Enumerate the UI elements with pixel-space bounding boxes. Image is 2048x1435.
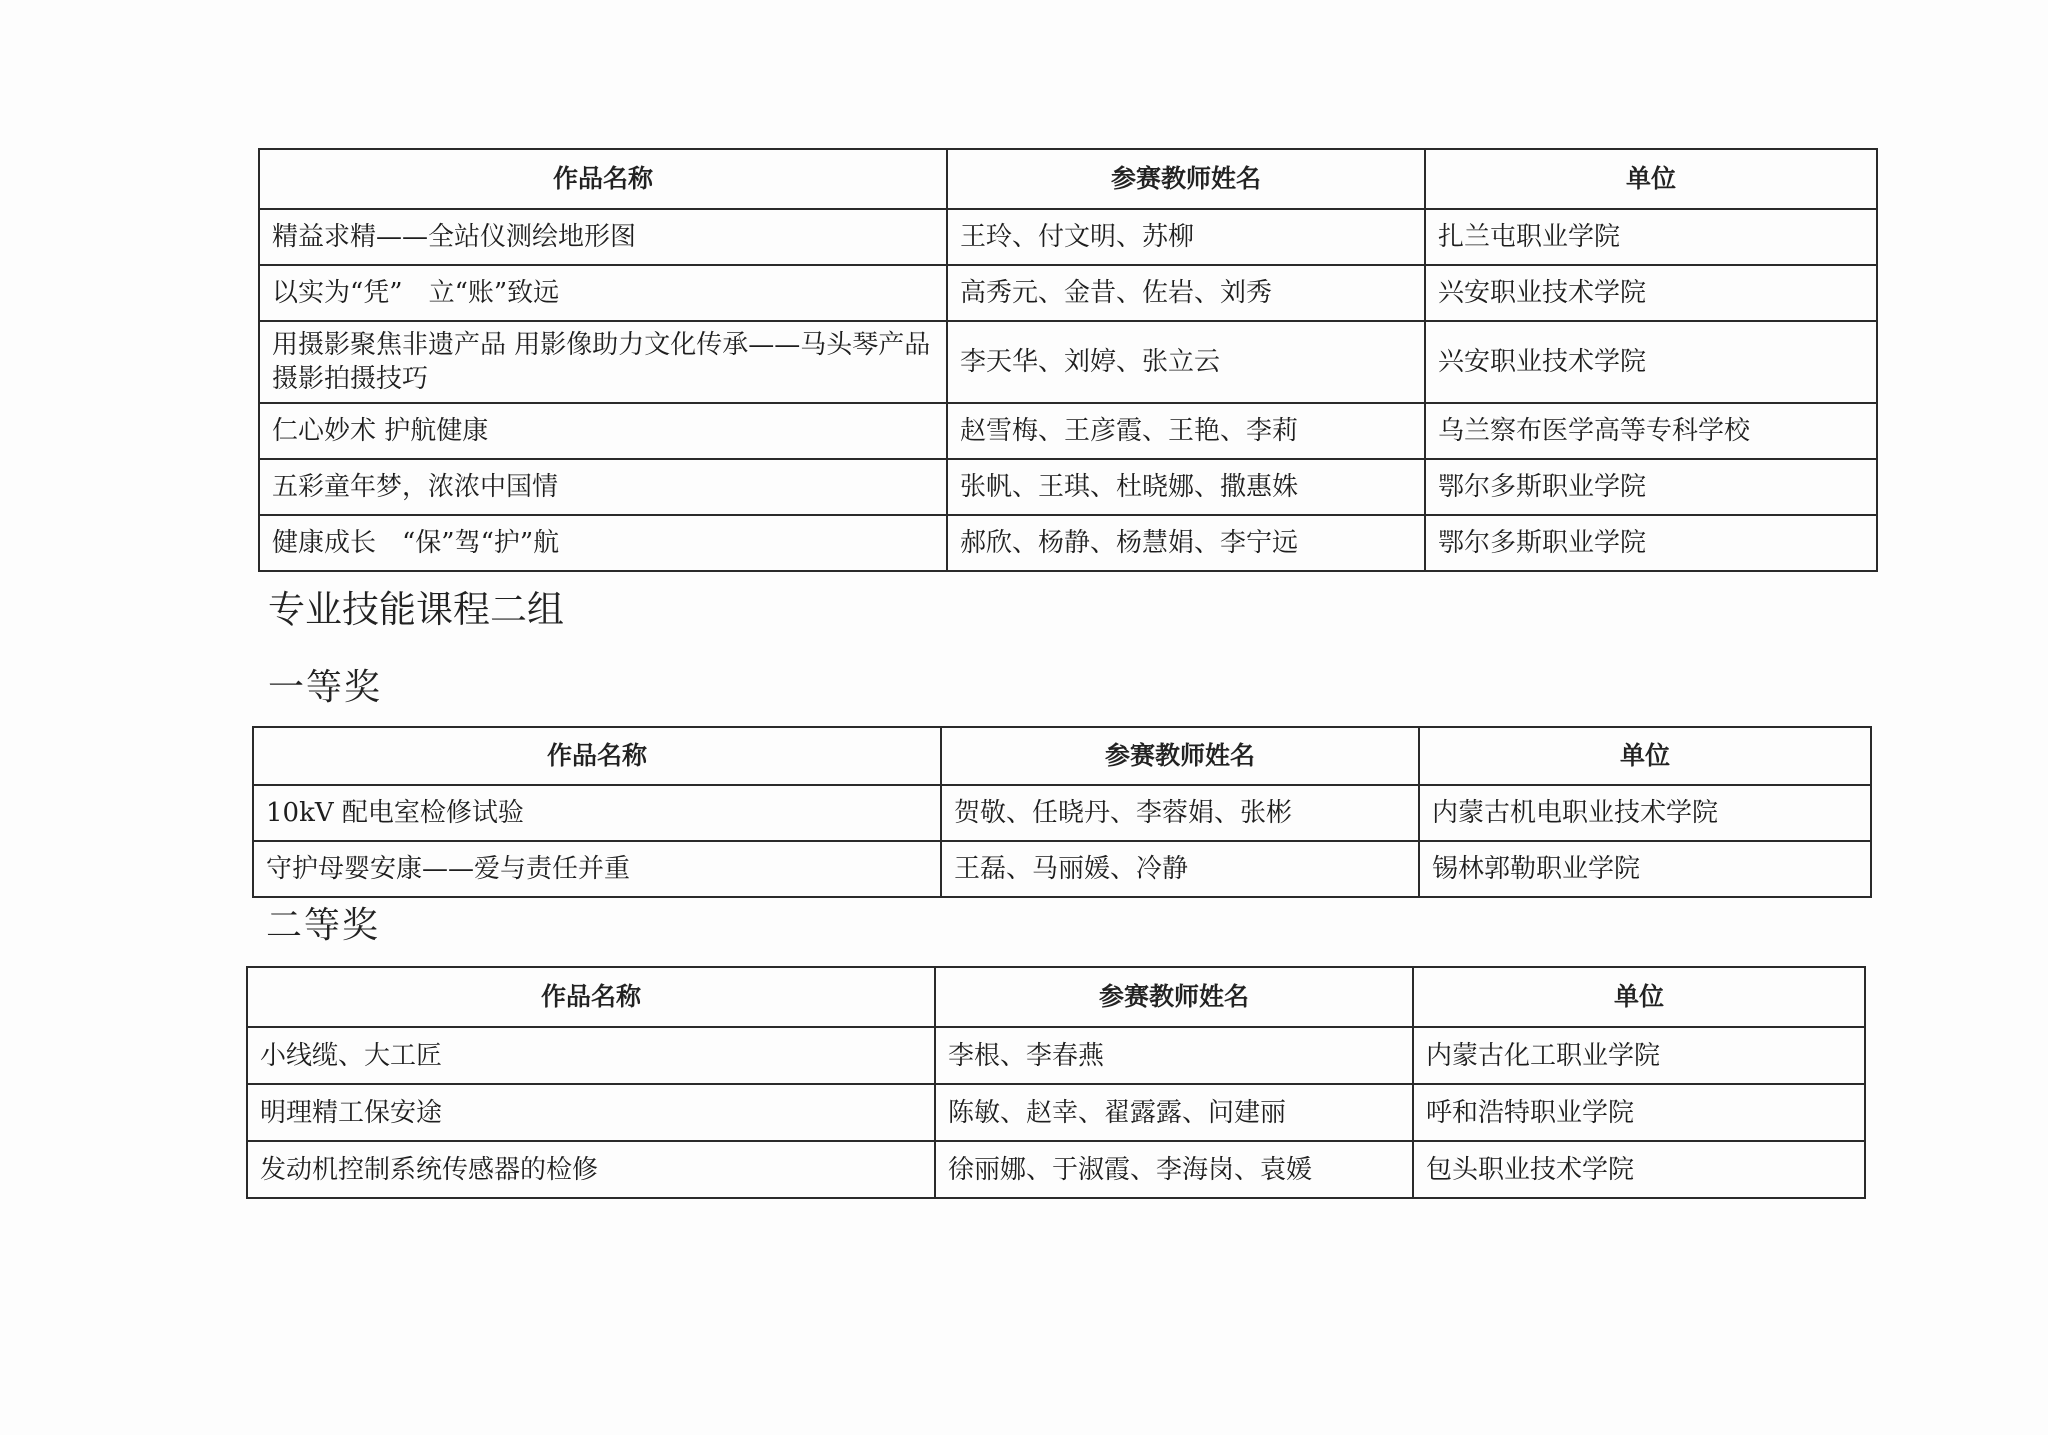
cell-work-title: 10kV 配电室检修试验 xyxy=(253,785,941,841)
cell-unit: 乌兰察布医学高等专科学校 xyxy=(1425,403,1877,459)
cell-unit: 扎兰屯职业学院 xyxy=(1425,209,1877,265)
cell-work-title: 仁心妙术 护航健康 xyxy=(259,403,947,459)
cell-unit: 兴安职业技术学院 xyxy=(1425,265,1877,321)
table-header-row xyxy=(253,727,1871,785)
header-unit: 单位 xyxy=(1419,727,1871,785)
cell-work-title: 以实为“凭” 立“账”致远 xyxy=(259,265,947,321)
cell-teachers: 李天华、刘婷、张立云 xyxy=(947,321,1425,403)
header-work-title: 作品名称 xyxy=(253,727,941,785)
table-row xyxy=(259,459,1877,515)
table-row xyxy=(247,1084,1865,1141)
table-row xyxy=(259,209,1877,265)
header-unit: 单位 xyxy=(1413,967,1865,1027)
cell-work-title: 明理精工保安途 xyxy=(247,1084,935,1141)
cell-teachers: 贺敬、任晓丹、李蓉娟、张彬 xyxy=(941,785,1419,841)
table-row xyxy=(253,841,1871,897)
cell-teachers: 陈敏、赵幸、翟露露、问建丽 xyxy=(935,1084,1413,1141)
table-row xyxy=(259,321,1877,403)
header-work-title: 作品名称 xyxy=(247,967,935,1027)
cell-work-title: 用摄影聚焦非遗产品 用影像助力文化传承——马头琴产品摄影拍摄技巧 xyxy=(259,321,947,403)
cell-teachers: 高秀元、金昔、佐岩、刘秀 xyxy=(947,265,1425,321)
cell-teachers: 张帆、王琪、杜晓娜、撒惠姝 xyxy=(947,459,1425,515)
cell-work-title: 发动机控制系统传感器的检修 xyxy=(247,1141,935,1198)
first-prize-heading: 一等奖 xyxy=(268,667,383,708)
header-teachers: 参赛教师姓名 xyxy=(947,149,1425,209)
table-row xyxy=(247,1027,1865,1084)
table-row xyxy=(259,515,1877,571)
cell-teachers: 徐丽娜、于淑霞、李海岗、袁媛 xyxy=(935,1141,1413,1198)
cell-teachers: 王玲、付文明、苏柳 xyxy=(947,209,1425,265)
table-header-row xyxy=(247,967,1865,1027)
header-teachers: 参赛教师姓名 xyxy=(941,727,1419,785)
table-row xyxy=(259,265,1877,321)
table-header-row xyxy=(259,149,1877,209)
header-work-title: 作品名称 xyxy=(259,149,947,209)
cell-unit: 鄂尔多斯职业学院 xyxy=(1425,459,1877,515)
cell-unit: 呼和浩特职业学院 xyxy=(1413,1084,1865,1141)
cell-unit: 内蒙古化工职业学院 xyxy=(1413,1027,1865,1084)
cell-teachers: 李根、李春燕 xyxy=(935,1027,1413,1084)
award-table-continued xyxy=(258,148,1878,572)
cell-work-title: 小线缆、大工匠 xyxy=(247,1027,935,1084)
cell-unit: 内蒙古机电职业技术学院 xyxy=(1419,785,1871,841)
second-prize-heading: 二等奖 xyxy=(266,905,381,946)
table-row xyxy=(259,403,1877,459)
cell-teachers: 赵雪梅、王彦霞、王艳、李莉 xyxy=(947,403,1425,459)
first-prize-table xyxy=(252,726,1872,898)
cell-work-title: 精益求精——全站仪测绘地形图 xyxy=(259,209,947,265)
cell-work-title: 守护母婴安康——爱与责任并重 xyxy=(253,841,941,897)
table-row xyxy=(253,785,1871,841)
cell-unit: 包头职业技术学院 xyxy=(1413,1141,1865,1198)
cell-teachers: 郝欣、杨静、杨慧娟、李宁远 xyxy=(947,515,1425,571)
cell-unit: 兴安职业技术学院 xyxy=(1425,321,1877,403)
cell-unit: 锡林郭勒职业学院 xyxy=(1419,841,1871,897)
cell-unit: 鄂尔多斯职业学院 xyxy=(1425,515,1877,571)
header-unit: 单位 xyxy=(1425,149,1877,209)
cell-teachers: 王磊、马丽媛、冷静 xyxy=(941,841,1419,897)
table-row xyxy=(247,1141,1865,1198)
header-teachers: 参赛教师姓名 xyxy=(935,967,1413,1027)
section-title: 专业技能课程二组 xyxy=(268,588,564,631)
second-prize-table xyxy=(246,966,1866,1199)
cell-work-title: 健康成长 “保”驾“护”航 xyxy=(259,515,947,571)
cell-work-title: 五彩童年梦，浓浓中国情 xyxy=(259,459,947,515)
